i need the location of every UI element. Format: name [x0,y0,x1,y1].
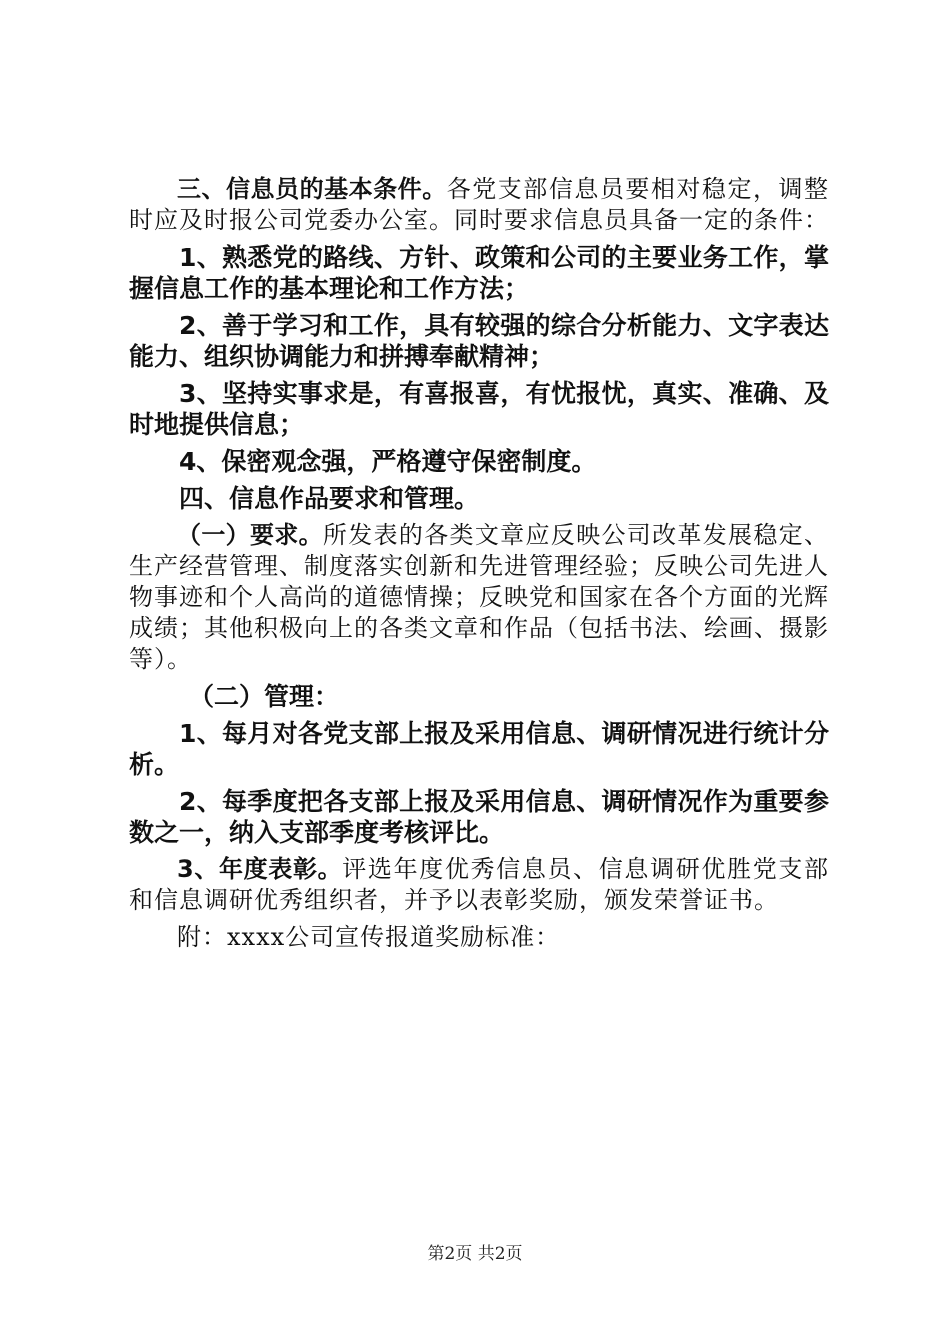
paragraph-lead: 3、年度表彰。 [177,855,343,883]
paragraph-requirements [129,520,829,675]
subsection-heading-management: （二）管理： [189,682,340,711]
paragraph-lead: （一）要求。 [177,521,323,549]
paragraph-lead: 三、信息员的基本条件。 [177,175,447,203]
paragraph-condition-2: 2、善于学习和工作，具有较强的综合分析能力、文字表达能力、组织协调能力和拼搏奉献精神； [129,311,829,371]
paragraph-management-3 [129,854,829,916]
page-footer [0,1243,950,1265]
page-number-label: 第2页 共2页 [427,1244,523,1264]
paragraph-management-2: 2、每季度把各支部上报及采用信息、调研情况作为重要参数之一，纳入支部季度考核评比。 [129,787,829,847]
paragraph-text: 所发表的各类文章应反映公司改革发展稳定、生产经营管理、制度落实创新和先进管理经验；反映公司先进人物事迹和个人高尚的道德情操；反映党和国家在各个方面的光辉成绩；其他积极向上的各类文章和作品（包括书法、绘画、摄影等）。 [129,521,830,673]
document-body [129,174,829,959]
paragraph-basic-conditions [129,174,829,236]
paragraph-text: 各党支部信息员要相对稳定，调整时应及时报公司党委办公室。同时要求信息员具备一定的条件： [129,175,830,234]
paragraph-text: 评选年度优秀信息员、信息调研优胜党支部和信息调研优秀组织者，并予以表彰奖励，颁发荣誉证书。 [129,855,829,914]
paragraph-condition-3: 3、坚持实事求是，有喜报喜，有忧报忧，真实、准确、及时地提供信息； [129,379,829,439]
paragraph-attachment: 附：xxxx公司宣传报道奖励标准： [177,923,561,951]
paragraph-condition-4: 4、保密观念强，严格遵守保密制度。 [179,447,597,476]
paragraph-condition-1: 1、熟悉党的路线、方针、政策和公司的主要业务工作，掌握信息工作的基本理论和工作方法； [129,243,829,303]
section-heading-4: 四、信息作品要求和管理。 [179,484,480,513]
paragraph-management-1: 1、每月对各党支部上报及采用信息、调研情况进行统计分析。 [129,719,829,779]
